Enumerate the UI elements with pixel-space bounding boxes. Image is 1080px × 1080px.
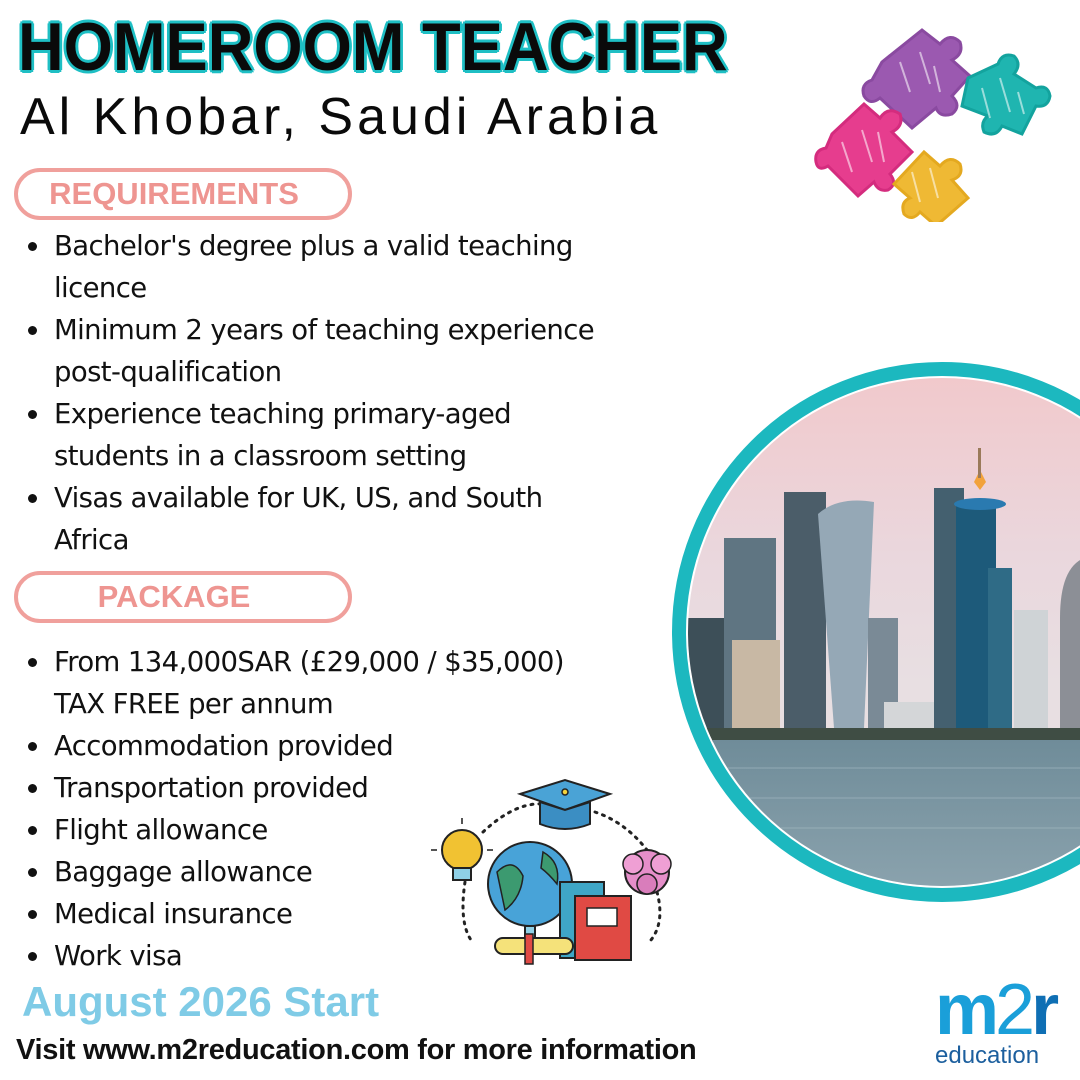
- package-item: Medical insurance: [22, 893, 602, 935]
- website-info: Visit www.m2reducation.com for more information: [16, 1034, 697, 1066]
- package-item: Flight allowance: [22, 809, 602, 851]
- start-date-callout: August 2026 Start: [22, 978, 380, 1025]
- requirements-heading: REQUIREMENTS: [49, 176, 299, 211]
- requirement-item: Visas available for UK, US, and South Africa: [22, 477, 602, 561]
- puzzle-yellow-icon: [894, 152, 968, 222]
- logo-r: r: [1031, 970, 1056, 1050]
- page-title: HOMEROOM TEACHER: [18, 9, 728, 85]
- package-heading: PACKAGE: [97, 579, 251, 614]
- location-subtitle: Al Khobar, Saudi Arabia: [20, 88, 662, 146]
- package-item: Transportation provided: [22, 767, 602, 809]
- requirement-item: Minimum 2 years of teaching experience post-qualification: [22, 309, 602, 393]
- package-item: From 134,000SAR (£29,000 / $35,000) TAX FREE per annum: [22, 641, 602, 725]
- puzzle-pieces-illustration: [812, 22, 1052, 222]
- requirement-item: Experience teaching primary-aged students in a classroom setting: [22, 393, 602, 477]
- m2r-education-logo: [933, 970, 1058, 1069]
- education-icons-illustration: [425, 772, 695, 972]
- logo-subtext: education: [935, 1042, 1040, 1069]
- brain-icon: [623, 850, 671, 894]
- package-item: Baggage allowance: [22, 851, 602, 893]
- puzzle-purple-icon: [863, 30, 970, 128]
- logo-2: 2: [995, 970, 1032, 1050]
- logo-wordmark: [935, 970, 1056, 1050]
- requirement-item: Bachelor's degree plus a valid teaching licence: [22, 225, 602, 309]
- package-item: Accommodation provided: [22, 725, 602, 767]
- requirements-list: [22, 225, 602, 561]
- light-bulb-icon: [431, 818, 493, 880]
- requirements-heading-pill: [14, 168, 352, 220]
- puzzle-teal-icon: [962, 55, 1050, 134]
- package-heading-pill: [14, 571, 352, 623]
- diploma-scroll-icon: [495, 934, 573, 964]
- logo-m: m: [935, 970, 996, 1050]
- package-item: Work visa: [22, 935, 602, 977]
